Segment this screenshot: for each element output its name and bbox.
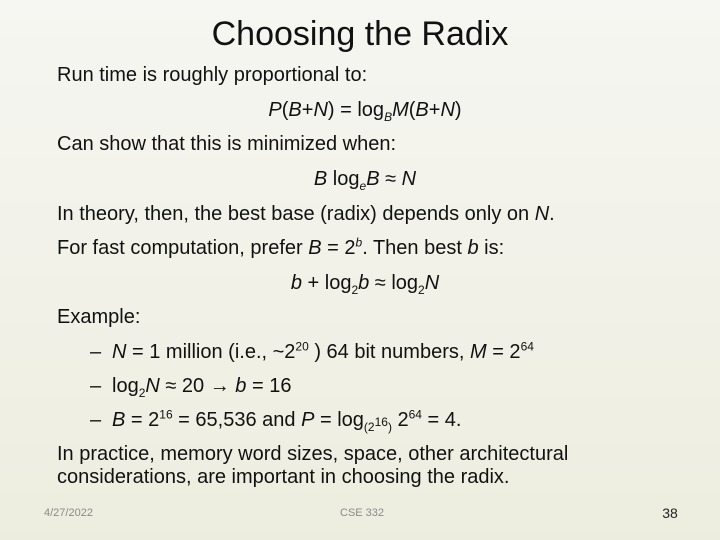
bullet-3: – $B = 2^{16} = 65,536$ and $P = \log_{(2^{16})} 2^{64} = 4$. (90, 407, 462, 434)
formula-best-b: $b + \log_2b \approx \log_2N$ (290, 272, 440, 297)
text-line-6: For fast computation, prefer $B = 2^b$. Then best b is: (57, 235, 505, 259)
text-line-9: In practice, memory word sizes, space, other architectural (57, 443, 569, 465)
formula-minimized: B $\log_eB \approx N$ (313, 168, 417, 193)
formula-runtime: $P(B+N) = \log_BM(B+N)$ (268, 99, 462, 124)
slide-title: Choosing the Radix (211, 15, 509, 53)
text-line-5: In theory, then, the best base (radix) depends only on N. (57, 203, 555, 225)
bullet-1: – N = 1 million (i.e., $\sim 2^{20}$ ) 64 bit numbers, $M = 2^{64}$ (90, 339, 534, 363)
text-line-3: Can show that this is minimized when: (57, 133, 397, 155)
text-line-example: Example: (57, 306, 141, 328)
footer-date: 4/27/2022 (44, 507, 93, 519)
bullet-2: – $\log_2N \approx 20 \to b = 16$ (90, 375, 292, 400)
text-line-10: considerations, are important in choosing the radix. (57, 466, 510, 488)
text-line-1: Run time is roughly proportional to: (57, 64, 368, 86)
page-number: 38 (662, 505, 678, 521)
footer-course: CSE 332 (340, 507, 385, 519)
